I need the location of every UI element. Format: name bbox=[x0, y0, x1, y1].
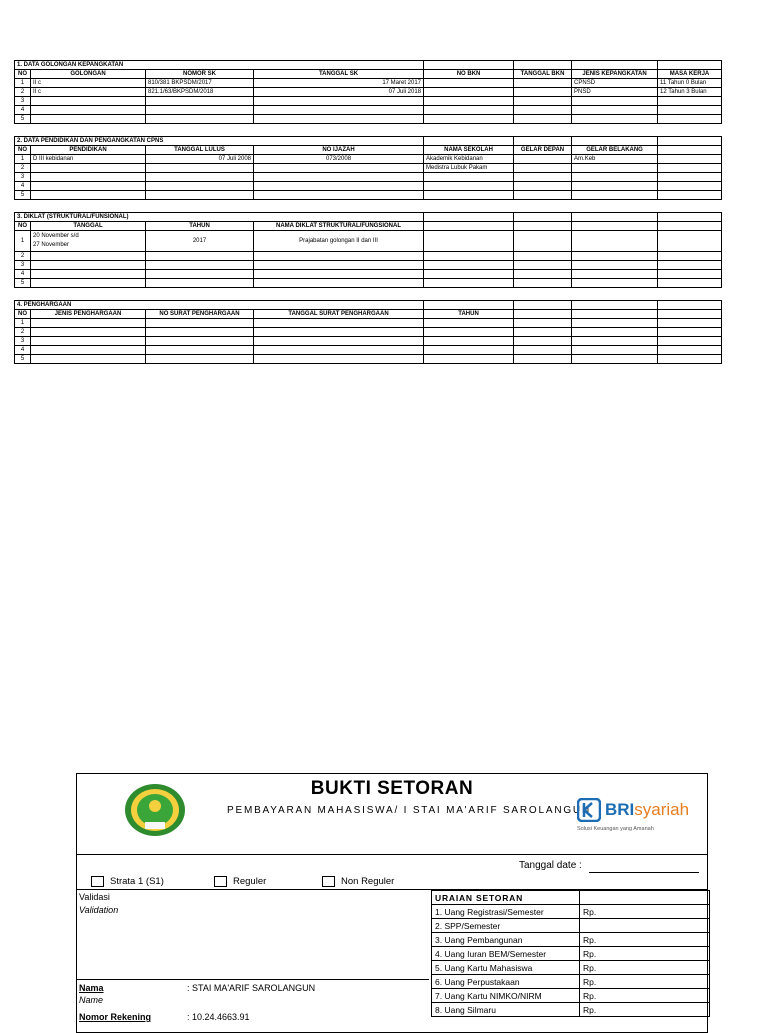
table-cell bbox=[514, 213, 572, 222]
table-row bbox=[15, 252, 722, 261]
table-cell bbox=[658, 191, 722, 200]
table-cell bbox=[658, 355, 722, 364]
table-cell bbox=[146, 346, 254, 355]
table-cell bbox=[572, 137, 658, 146]
table-cell bbox=[514, 173, 572, 182]
table-cell bbox=[514, 115, 572, 124]
table-cell: 2 bbox=[15, 328, 31, 337]
table-header bbox=[15, 146, 722, 155]
date-label: Tanggal date : bbox=[519, 860, 582, 871]
table-cell bbox=[572, 301, 658, 310]
table-cell bbox=[31, 182, 146, 191]
table-cell bbox=[31, 231, 146, 252]
table-cell bbox=[424, 182, 514, 191]
table-cell bbox=[572, 346, 658, 355]
table-cell bbox=[658, 137, 722, 146]
pendidikan-table bbox=[14, 136, 722, 200]
uraian-row bbox=[432, 975, 710, 989]
table-cell: 2017 bbox=[146, 231, 254, 252]
table-cell bbox=[514, 319, 572, 328]
table-cell bbox=[254, 182, 424, 191]
tanggal-end: 27 November bbox=[33, 242, 70, 248]
table-cell bbox=[572, 270, 658, 279]
checkbox-icon[interactable] bbox=[91, 876, 104, 887]
table-cell bbox=[424, 337, 514, 346]
item-label: 6. Uang Perpustakaan bbox=[432, 975, 580, 989]
table-cell bbox=[424, 319, 514, 328]
uraian-row bbox=[432, 961, 710, 975]
table-cell bbox=[146, 270, 254, 279]
column-header bbox=[658, 310, 722, 319]
table-cell: 4 bbox=[15, 270, 31, 279]
column-header: GELAR DEPAN bbox=[514, 146, 572, 155]
uraian-row bbox=[432, 989, 710, 1003]
table-row bbox=[15, 173, 722, 182]
amount-field[interactable]: Rp. bbox=[580, 1003, 710, 1017]
table-cell bbox=[254, 328, 424, 337]
table-cell: 12 Tahun 3 Bulan bbox=[658, 88, 722, 97]
uraian-title: URAIAN SETORAN bbox=[432, 891, 580, 905]
table-cell bbox=[254, 337, 424, 346]
item-label: 2. SPP/Semester bbox=[432, 919, 580, 933]
table-cell bbox=[658, 164, 722, 173]
table-cell bbox=[424, 191, 514, 200]
name-label: Name bbox=[79, 995, 104, 1005]
table-cell bbox=[658, 97, 722, 106]
table-cell bbox=[31, 252, 146, 261]
column-header: NO SURAT PENGHARGAAN bbox=[146, 310, 254, 319]
bank-logo bbox=[577, 796, 697, 836]
table-cell bbox=[424, 301, 514, 310]
column-header: TAHUN bbox=[146, 222, 254, 231]
table-cell bbox=[572, 61, 658, 70]
table-cell bbox=[514, 337, 572, 346]
table-cell bbox=[31, 97, 146, 106]
table-cell bbox=[514, 97, 572, 106]
table-row bbox=[15, 191, 722, 200]
table-cell: Akademik Kebidanan bbox=[424, 155, 514, 164]
table-cell bbox=[424, 97, 514, 106]
table-cell bbox=[254, 355, 424, 364]
table-cell bbox=[658, 346, 722, 355]
table-row bbox=[15, 279, 722, 288]
table-row bbox=[15, 79, 722, 88]
table-cell bbox=[424, 231, 514, 252]
section-title: 2. DATA PENDIDIKAN DAN PENGANGKATAN CPNS bbox=[15, 137, 424, 146]
table-cell: 5 bbox=[15, 191, 31, 200]
table-cell bbox=[658, 61, 722, 70]
table-cell bbox=[658, 261, 722, 270]
column-header: NO bbox=[15, 222, 31, 231]
golongan-table bbox=[14, 60, 722, 124]
table-cell bbox=[514, 270, 572, 279]
table-cell bbox=[572, 261, 658, 270]
column-header: TANGGAL BKN bbox=[514, 70, 572, 79]
table-cell: Medistra Lubuk Pakam bbox=[424, 164, 514, 173]
table-cell: 1 bbox=[15, 79, 31, 88]
table-cell bbox=[658, 270, 722, 279]
table-cell: 3 bbox=[15, 97, 31, 106]
nama-label: Nama bbox=[79, 983, 104, 993]
table-cell bbox=[658, 328, 722, 337]
amount-field[interactable]: Rp. bbox=[580, 961, 710, 975]
table-cell: 5 bbox=[15, 355, 31, 364]
uraian-row bbox=[432, 933, 710, 947]
table-cell bbox=[254, 164, 424, 173]
table-row bbox=[15, 231, 722, 252]
table-cell bbox=[658, 301, 722, 310]
column-header bbox=[658, 146, 722, 155]
table-cell bbox=[514, 106, 572, 115]
table-cell bbox=[572, 213, 658, 222]
employee-data-sheet bbox=[14, 60, 721, 364]
table-cell bbox=[514, 137, 572, 146]
table-cell: 3 bbox=[15, 337, 31, 346]
table-cell: 4 bbox=[15, 182, 31, 191]
table-row bbox=[15, 337, 722, 346]
bank-brand: BRIsyariah bbox=[605, 800, 690, 819]
table-cell bbox=[31, 355, 146, 364]
divider bbox=[77, 854, 707, 855]
table-cell bbox=[424, 115, 514, 124]
table-cell bbox=[424, 88, 514, 97]
bank-tagline: Solusi Keuangan yang Amanah bbox=[577, 826, 654, 832]
table-cell: 5 bbox=[15, 115, 31, 124]
section-title: 3. DIKLAT (STRUKTURAL/FUNSIONAL) bbox=[15, 213, 424, 222]
amount-field[interactable]: Rp. bbox=[580, 905, 710, 919]
table-cell bbox=[254, 252, 424, 261]
uraian-row bbox=[432, 1003, 710, 1017]
column-header: TANGGAL SK bbox=[254, 70, 424, 79]
table-cell: Am.Keb bbox=[572, 155, 658, 164]
table-cell bbox=[424, 106, 514, 115]
penghargaan-table bbox=[14, 300, 722, 364]
payment-receipt bbox=[76, 773, 708, 1033]
table-cell bbox=[31, 346, 146, 355]
table-row bbox=[15, 164, 722, 173]
column-header: TAHUN bbox=[424, 310, 514, 319]
table-cell bbox=[254, 346, 424, 355]
table-cell bbox=[254, 115, 424, 124]
table-cell bbox=[514, 328, 572, 337]
table-cell bbox=[658, 173, 722, 182]
table-cell bbox=[572, 182, 658, 191]
column-header bbox=[658, 222, 722, 231]
uraian-row bbox=[432, 947, 710, 961]
table-cell bbox=[580, 891, 710, 905]
table-cell bbox=[514, 252, 572, 261]
table-cell: 821.1/63/BKPSDM/2018 bbox=[146, 88, 254, 97]
table-row bbox=[15, 106, 722, 115]
bri-mark-icon bbox=[577, 798, 601, 822]
item-label: 4. Uang Iuran BEM/Semester bbox=[432, 947, 580, 961]
checkbox-icon[interactable] bbox=[322, 876, 335, 887]
table-row bbox=[15, 97, 722, 106]
column-header: GOLONGAN bbox=[31, 70, 146, 79]
table-cell bbox=[514, 231, 572, 252]
column-header: NAMA SEKOLAH bbox=[424, 146, 514, 155]
validation-label: Validation bbox=[79, 905, 119, 915]
column-header: NO bbox=[15, 70, 31, 79]
amount-field[interactable] bbox=[580, 919, 710, 933]
table-cell bbox=[146, 106, 254, 115]
table-cell: PNSD bbox=[572, 88, 658, 97]
table-cell bbox=[424, 355, 514, 364]
table-cell bbox=[146, 173, 254, 182]
table-cell bbox=[254, 270, 424, 279]
table-cell bbox=[424, 328, 514, 337]
amount-field[interactable]: Rp. bbox=[580, 933, 710, 947]
table-cell bbox=[514, 79, 572, 88]
table-cell bbox=[254, 97, 424, 106]
table-cell bbox=[31, 270, 146, 279]
table-cell bbox=[658, 319, 722, 328]
table-cell: 1 bbox=[15, 231, 31, 252]
column-header: JENIS PENGHARGAAN bbox=[31, 310, 146, 319]
table-cell bbox=[31, 319, 146, 328]
divider bbox=[77, 979, 429, 980]
table-cell bbox=[254, 173, 424, 182]
table-cell: 5 bbox=[15, 279, 31, 288]
table-row bbox=[15, 346, 722, 355]
table-cell bbox=[514, 182, 572, 191]
table-cell bbox=[424, 137, 514, 146]
receipt-title: BUKTI SETORAN bbox=[310, 778, 474, 799]
table-cell bbox=[514, 191, 572, 200]
table-cell: 2 bbox=[15, 164, 31, 173]
table-cell bbox=[658, 106, 722, 115]
table-cell bbox=[658, 155, 722, 164]
item-label: 7. Uang Kartu NIMKO/NIRM bbox=[432, 989, 580, 1003]
column-header bbox=[572, 222, 658, 231]
table-header bbox=[15, 310, 722, 319]
tanggal-start: 20 November s/d bbox=[33, 233, 79, 239]
table-cell bbox=[572, 328, 658, 337]
column-header: MASA KERJA bbox=[658, 70, 722, 79]
table-cell bbox=[31, 191, 146, 200]
uraian-setoran-table bbox=[431, 890, 710, 1017]
table-cell bbox=[31, 337, 146, 346]
table-cell bbox=[146, 355, 254, 364]
table-cell: 2 bbox=[15, 252, 31, 261]
table-cell: 3 bbox=[15, 173, 31, 182]
column-header: GELAR BELAKANG bbox=[572, 146, 658, 155]
column-header bbox=[424, 222, 514, 231]
table-cell bbox=[514, 164, 572, 173]
table-cell: 2 bbox=[15, 88, 31, 97]
table-cell: 810/381 BKPSDM/2017 bbox=[146, 79, 254, 88]
table-row bbox=[15, 319, 722, 328]
table-cell bbox=[146, 279, 254, 288]
table-cell bbox=[572, 231, 658, 252]
table-cell bbox=[146, 319, 254, 328]
table-cell: 4 bbox=[15, 106, 31, 115]
table-cell bbox=[254, 261, 424, 270]
table-cell bbox=[424, 61, 514, 70]
column-header: TANGGAL SURAT PENGHARGAAN bbox=[254, 310, 424, 319]
table-cell bbox=[658, 279, 722, 288]
table-cell bbox=[572, 173, 658, 182]
table-header bbox=[15, 70, 722, 79]
table-cell: 17 Maret 2017 bbox=[254, 79, 424, 88]
table-row bbox=[15, 115, 722, 124]
table-cell bbox=[514, 88, 572, 97]
uraian-row bbox=[432, 905, 710, 919]
table-cell bbox=[254, 106, 424, 115]
table-cell bbox=[254, 191, 424, 200]
table-cell: 3 bbox=[15, 261, 31, 270]
table-cell: II c bbox=[31, 88, 146, 97]
table-cell: 1 bbox=[15, 319, 31, 328]
column-header: NO bbox=[15, 146, 31, 155]
table-cell bbox=[658, 231, 722, 252]
table-cell bbox=[146, 164, 254, 173]
column-header: TANGGAL LULUS bbox=[146, 146, 254, 155]
table-cell bbox=[146, 252, 254, 261]
diklat-table bbox=[14, 212, 722, 288]
column-header: NO IJAZAH bbox=[254, 146, 424, 155]
table-cell bbox=[254, 319, 424, 328]
table-cell bbox=[424, 252, 514, 261]
table-cell bbox=[514, 155, 572, 164]
table-row bbox=[15, 261, 722, 270]
table-cell: D III kebidanan bbox=[31, 155, 146, 164]
table-cell bbox=[658, 115, 722, 124]
column-header: NOMOR SK bbox=[146, 70, 254, 79]
table-cell bbox=[514, 61, 572, 70]
table-header bbox=[15, 222, 722, 231]
table-row bbox=[15, 155, 722, 164]
table-cell bbox=[424, 346, 514, 355]
table-cell bbox=[424, 261, 514, 270]
table-cell bbox=[254, 279, 424, 288]
table-cell bbox=[658, 252, 722, 261]
table-cell: II c bbox=[31, 79, 146, 88]
table-cell bbox=[658, 213, 722, 222]
item-label: 1. Uang Registrasi/Semester bbox=[432, 905, 580, 919]
table-cell bbox=[31, 261, 146, 270]
amount-field[interactable]: Rp. bbox=[580, 989, 710, 1003]
checkbox-icon[interactable] bbox=[214, 876, 227, 887]
table-cell bbox=[424, 213, 514, 222]
table-row bbox=[15, 270, 722, 279]
table-cell bbox=[514, 279, 572, 288]
receipt-subtitle: PEMBAYARAN MAHASISWA/ I STAI MA'ARIF SAROLANGUN bbox=[227, 805, 591, 816]
table-cell bbox=[146, 97, 254, 106]
table-cell bbox=[572, 191, 658, 200]
table-cell bbox=[572, 279, 658, 288]
table-cell bbox=[572, 106, 658, 115]
column-header: JENIS KEPANGKATAN bbox=[572, 70, 658, 79]
section-title: 4. PENGHARGAAN bbox=[15, 301, 424, 310]
table-row bbox=[15, 355, 722, 364]
validasi-label: Validasi bbox=[79, 892, 110, 902]
table-cell: 11 Tahun 0 Bulan bbox=[658, 79, 722, 88]
nama-value: : STAI MA'ARIF SAROLANGUN bbox=[187, 983, 316, 993]
table-cell: 07 Juli 2008 bbox=[146, 155, 254, 164]
rekening-label: Nomor Rekening bbox=[79, 1012, 152, 1022]
table-cell bbox=[424, 79, 514, 88]
table-cell bbox=[572, 164, 658, 173]
table-cell bbox=[514, 261, 572, 270]
table-cell: CPNSD bbox=[572, 79, 658, 88]
amount-field[interactable]: Rp. bbox=[580, 975, 710, 989]
table-cell bbox=[572, 252, 658, 261]
column-header: NAMA DIKLAT STRUKTURAL/FUNGSIONAL bbox=[254, 222, 424, 231]
column-header bbox=[514, 222, 572, 231]
table-cell bbox=[146, 337, 254, 346]
option-non-reguler[interactable]: Non Reguler bbox=[322, 876, 394, 887]
table-cell: Prajabatan golongan II dan III bbox=[254, 231, 424, 252]
table-cell bbox=[572, 319, 658, 328]
table-cell bbox=[572, 355, 658, 364]
item-label: 3. Uang Pembangunan bbox=[432, 933, 580, 947]
table-cell bbox=[424, 279, 514, 288]
table-cell bbox=[424, 173, 514, 182]
table-cell bbox=[146, 328, 254, 337]
option-strata1[interactable]: Strata 1 (S1) bbox=[91, 876, 164, 887]
table-cell bbox=[146, 115, 254, 124]
item-label: 5. Uang Kartu Mahasiswa bbox=[432, 961, 580, 975]
table-cell bbox=[31, 164, 146, 173]
column-header: TANGGAL bbox=[31, 222, 146, 231]
table-cell bbox=[31, 115, 146, 124]
table-cell bbox=[31, 106, 146, 115]
table-row bbox=[15, 182, 722, 191]
table-cell bbox=[146, 261, 254, 270]
uraian-row bbox=[432, 919, 710, 933]
table-cell: 1 bbox=[15, 155, 31, 164]
table-row bbox=[15, 88, 722, 97]
table-cell bbox=[31, 279, 146, 288]
amount-field[interactable]: Rp. bbox=[580, 947, 710, 961]
table-cell bbox=[514, 346, 572, 355]
table-cell bbox=[146, 191, 254, 200]
column-header bbox=[572, 310, 658, 319]
table-cell bbox=[31, 173, 146, 182]
column-header: NO BKN bbox=[424, 70, 514, 79]
table-cell bbox=[572, 115, 658, 124]
table-cell bbox=[514, 301, 572, 310]
table-cell: 4 bbox=[15, 346, 31, 355]
table-cell: 07 Juli 2018 bbox=[254, 88, 424, 97]
rekening-value: : 10.24.4663.91 bbox=[187, 1012, 250, 1022]
table-row bbox=[15, 328, 722, 337]
date-field[interactable] bbox=[589, 872, 699, 873]
table-cell bbox=[658, 182, 722, 191]
column-header: PENDIDIKAN bbox=[31, 146, 146, 155]
table-cell bbox=[658, 337, 722, 346]
table-cell bbox=[424, 270, 514, 279]
option-reguler[interactable]: Reguler bbox=[214, 876, 266, 887]
table-cell: 073/2008 bbox=[254, 155, 424, 164]
section-title: 1. DATA GOLONGAN KEPANGKATAN bbox=[15, 61, 424, 70]
table-cell bbox=[572, 337, 658, 346]
item-label: 8. Uang Silmaru bbox=[432, 1003, 580, 1017]
table-cell bbox=[514, 355, 572, 364]
table-cell bbox=[146, 182, 254, 191]
column-header: NO bbox=[15, 310, 31, 319]
table-cell bbox=[572, 97, 658, 106]
column-header bbox=[514, 310, 572, 319]
table-cell bbox=[31, 328, 146, 337]
